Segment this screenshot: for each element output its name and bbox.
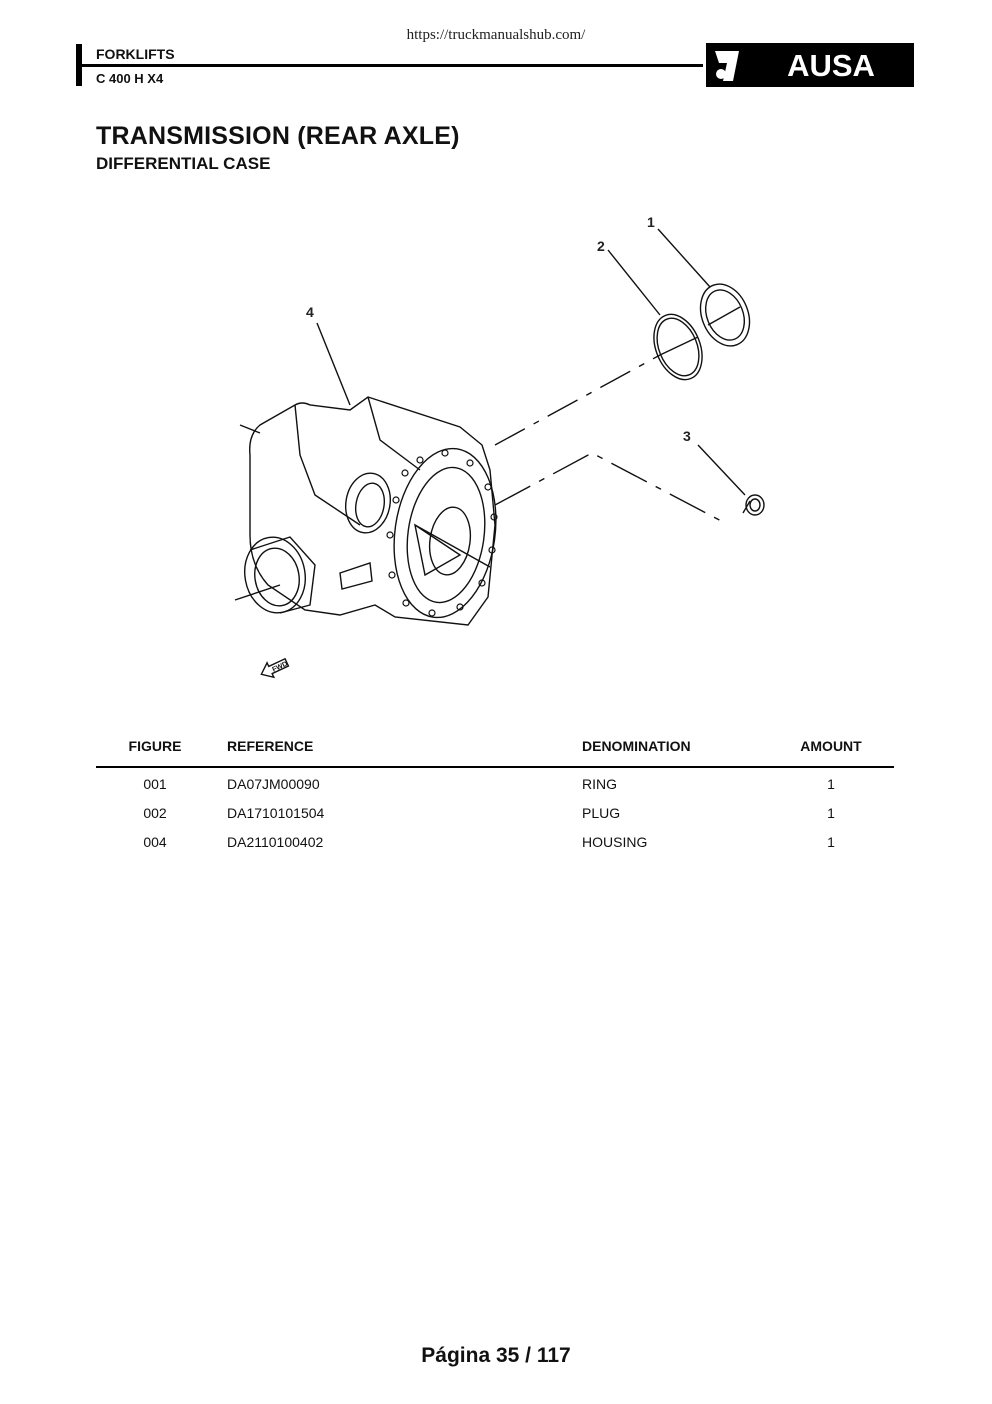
col-amount: AMOUNT bbox=[800, 738, 862, 754]
header-model: C 400 H X4 bbox=[96, 71, 164, 86]
logo-wordmark: AUSA bbox=[787, 48, 875, 83]
callout-2: 2 bbox=[597, 238, 605, 254]
table-row bbox=[96, 768, 894, 797]
exploded-diagram bbox=[220, 205, 800, 705]
cell-reference: DA1710101504 bbox=[227, 805, 325, 821]
page-subtitle: DIFFERENTIAL CASE bbox=[96, 154, 271, 173]
fwd-arrow-icon bbox=[258, 655, 290, 681]
callout-3: 3 bbox=[683, 428, 691, 444]
ausa-logo bbox=[703, 43, 914, 87]
cell-amount: 1 bbox=[827, 834, 835, 850]
cell-denomination: RING bbox=[582, 776, 617, 792]
source-url: https://truckmanualshub.com/ bbox=[406, 27, 586, 43]
cell-amount: 1 bbox=[827, 805, 835, 821]
callout-4: 4 bbox=[306, 304, 314, 320]
col-reference: REFERENCE bbox=[227, 738, 314, 754]
header-category: FORKLIFTS bbox=[96, 46, 175, 62]
col-denomination: DENOMINATION bbox=[582, 738, 691, 754]
cell-figure: 004 bbox=[143, 834, 167, 850]
col-figure: FIGURE bbox=[128, 738, 182, 754]
cell-amount: 1 bbox=[827, 776, 835, 792]
callout-1: 1 bbox=[647, 214, 655, 230]
cell-denomination: PLUG bbox=[582, 805, 621, 821]
page-title: TRANSMISSION (REAR AXLE) bbox=[96, 122, 460, 150]
page-number: Página 35 / 117 bbox=[421, 1344, 571, 1367]
cell-reference: DA2110100402 bbox=[227, 834, 324, 850]
cell-denomination: HOUSING bbox=[582, 834, 648, 850]
svg-text:FWD: FWD bbox=[271, 660, 289, 674]
header-rule bbox=[82, 64, 704, 67]
table-row bbox=[96, 797, 894, 826]
cell-reference: DA07JM00090 bbox=[227, 776, 320, 792]
parts-table bbox=[96, 730, 894, 855]
cell-figure: 001 bbox=[143, 776, 167, 792]
table-row bbox=[96, 826, 894, 855]
cell-figure: 002 bbox=[143, 805, 167, 821]
table-header bbox=[96, 730, 894, 768]
